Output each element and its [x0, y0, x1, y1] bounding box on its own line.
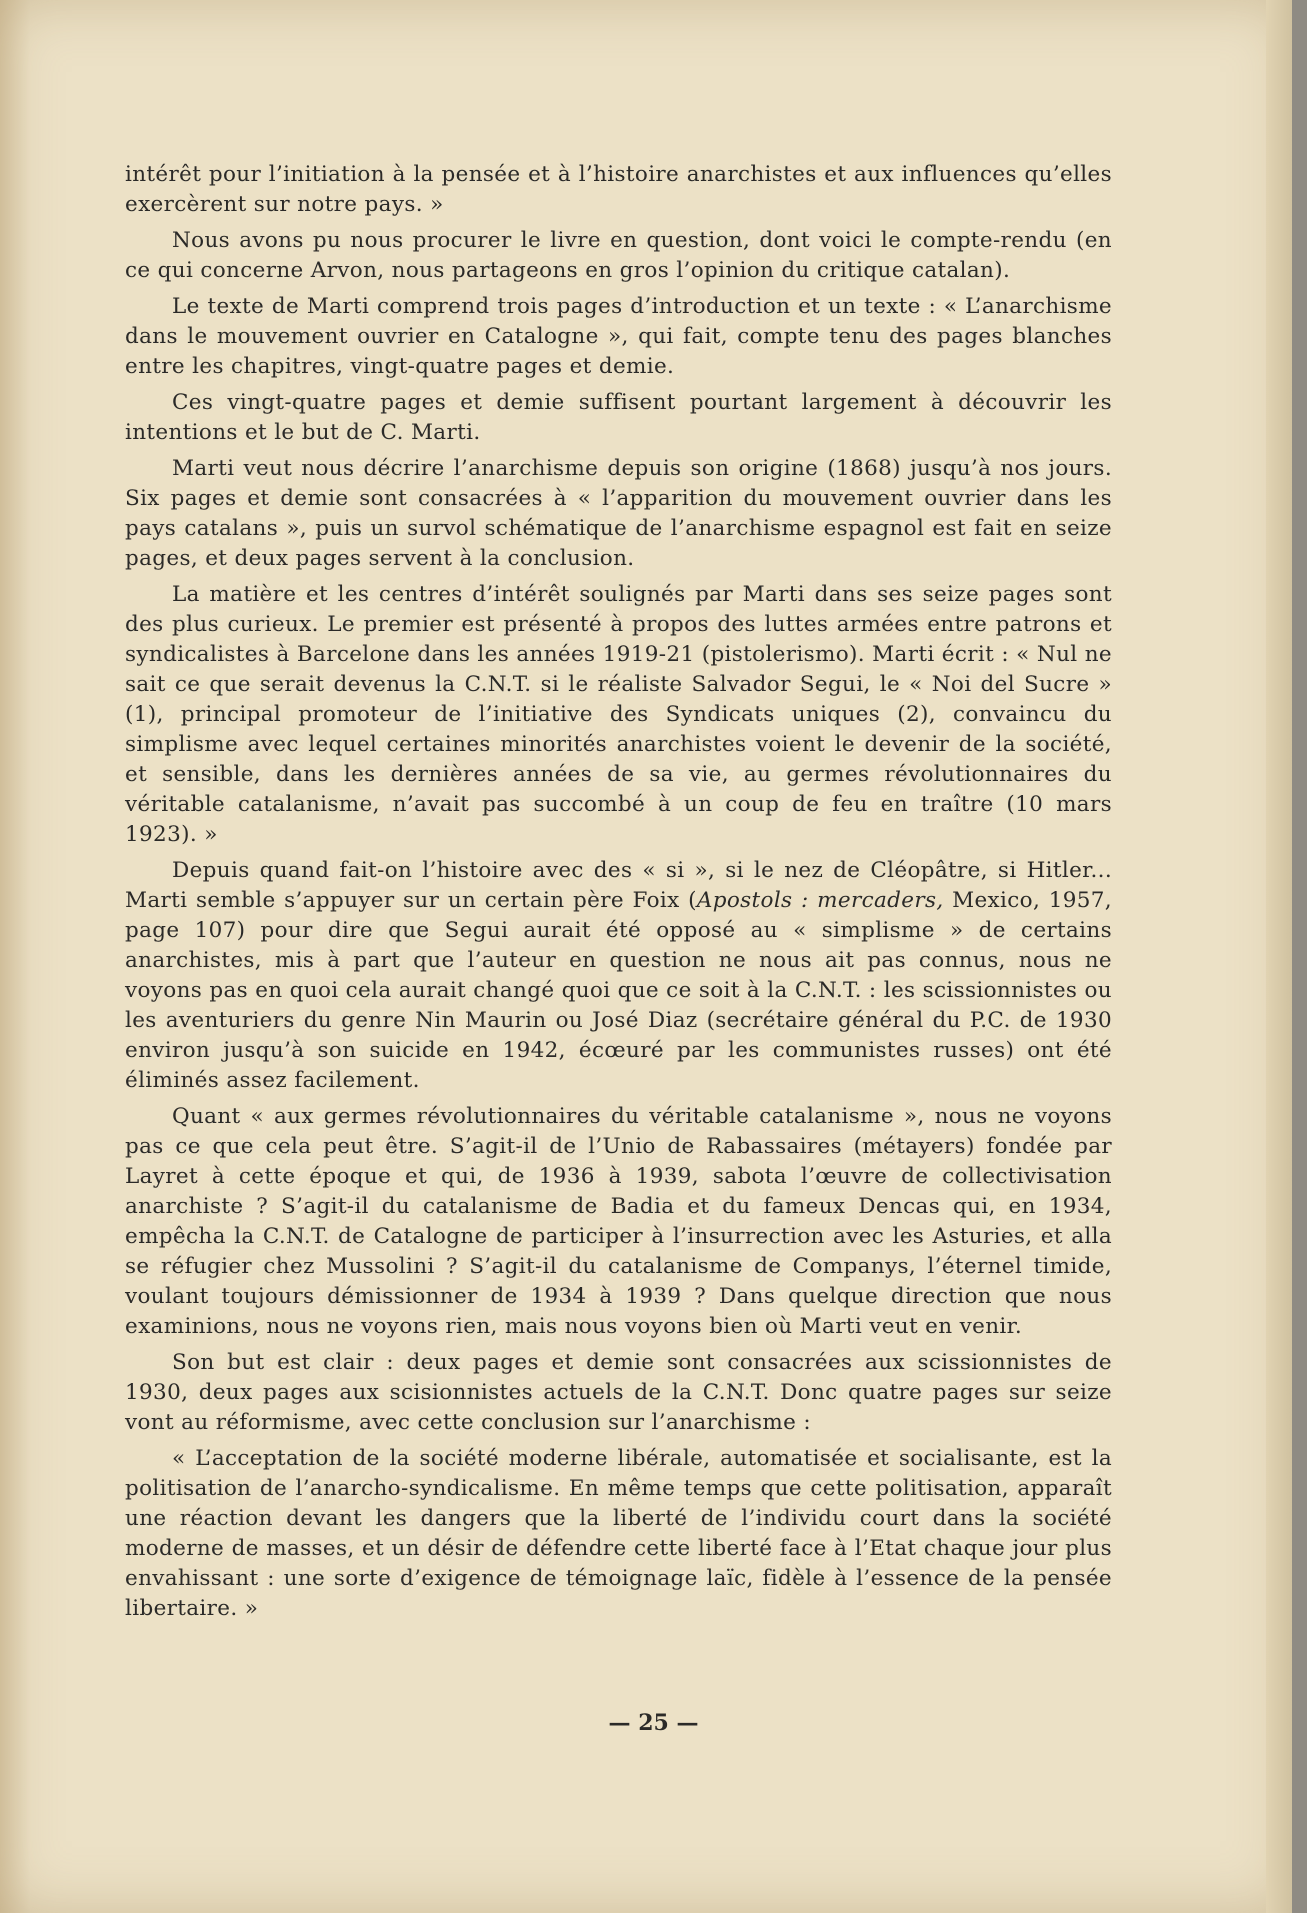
paragraph-6: La matière et les centres d’intérêt soulignés par Marti dans ses seize pages sont des plus curieux. Le premier est présenté à propos des luttes armées entre patrons et syndicalistes à Barcelone dans les années 1919-21 (pistolerismo). Marti écrit : « Nul ne sait ce que serait devenus la C.N.T. si le réaliste Salvador Segui, le « Noi del Sucre » (1), principal promoteur de l’initiative des Syndicats uniques (2), convaincu du simplisme avec lequel certaines minorités anarchistes voient le devenir de la société, et sensible, dans les dernières années de sa vie, au germes révolutionnaires du véritable catalanisme, n’avait pas succombé à un coup de feu en traître (10 mars 1923). » [125, 582, 1112, 847]
page-fold-edge [1266, 0, 1292, 1913]
paragraph-7 [125, 856, 1112, 1096]
book-title-italic: Apostols : mercaders, [696, 888, 944, 913]
paragraph-4: Ces vingt-quatre pages et demie suffisent pourtant largement à découvrir les intentions et le but de C. Marti. [125, 390, 1112, 445]
paragraph-7-before: Depuis quand fait-on l’histoire avec des « si », si le nez de Cléopâtre, si Hitler... Marti semble s’appuyer sur un certain père Foix ( [125, 858, 1112, 913]
paragraph-10: « L’acceptation de la société moderne libérale, automatisée et socialisante, est la politisation de l’anarcho-syndicalisme. En même temps que cette politisation, apparaît une réaction devant les dangers que la liberté de l’individu court dans la société moderne de masses, et un désir de défendre cette liberté face à l’Etat chaque jour plus envahissant : une sorte d’exigence de témoignage laïc, fidèle à l’essence de la pensée libertaire. » [125, 1446, 1112, 1621]
paragraph-9: Son but est clair : deux pages et demie sont consacrées aux scissionnistes de 1930, deux pages aux scisionnistes actuels de la C.N.T. Donc quatre pages sur seize vont au réformisme, avec cette conclusion sur l’anarchisme : [125, 1350, 1112, 1435]
paragraph-8: Quant « aux germes révolutionnaires du véritable catalanisme », nous ne voyons pas ce que cela peut être. S’agit-il de l’Unio de Rabassaires (métayers) fondée par Layret à cette époque et qui, de 1936 à 1939, sabota l’œuvre de collectivisation anarchiste ? S’agit-il du catalanisme de Badia et du fameux Dencas qui, en 1934, empêcha la C.N.T. de Catalogne de participer à l’insurrection avec les Asturies, et alla se réfugier chez Mussolini ? S’agit-il du catalanisme de Companys, l’éternel timide, voulant toujours démissionner de 1934 à 1939 ? Dans quelque direction que nous examinions, nous ne voyons rien, mais nous voyons bien où Marti veut en venir. [125, 1104, 1112, 1339]
page-number: — 25 — [608, 1710, 699, 1736]
paragraph-3: Le texte de Marti comprend trois pages d’introduction et un texte : « L’anarchisme dans le mouvement ouvrier en Catalogne », qui fait, compte tenu des pages blanches entre les chapitres, vingt-quatre pages et demie. [125, 294, 1112, 379]
paragraph-1: intérêt pour l’initiation à la pensée et à l’histoire anarchistes et aux influences qu’elles exercèrent sur notre pays. » [125, 162, 1112, 217]
body-text [125, 160, 1112, 1630]
paragraph-2: Nous avons pu nous procurer le livre en question, dont voici le compte-rendu (en ce qui concerne Arvon, nous partageons en gros l’opinion du critique catalan). [125, 228, 1112, 283]
paragraph-7-after: Mexico, 1957, page 107) pour dire que Segui aurait été opposé au « simplisme » de certains anarchistes, mis à part que l’auteur en question ne nous ait pas connus, nous ne voyons pas en quoi cela aurait changé quoi que ce soit à la C.N.T. : les scissionnistes ou les aventuriers du genre Nin Maurin ou José Diaz (secrétaire général du P.C. de 1930 environ jusqu’à son suicide en 1942, écœuré par les communistes russes) ont été éliminés assez facilement. [125, 888, 1112, 1093]
paragraph-5: Marti veut nous décrire l’anarchisme depuis son origine (1868) jusqu’à nos jours. Six pages et demie sont consacrées à « l’apparition du mouvement ouvrier dans les pays catalans », puis un survol schématique de l’anarchisme espagnol est fait en seize pages, et deux pages servent à la conclusion. [125, 456, 1112, 571]
